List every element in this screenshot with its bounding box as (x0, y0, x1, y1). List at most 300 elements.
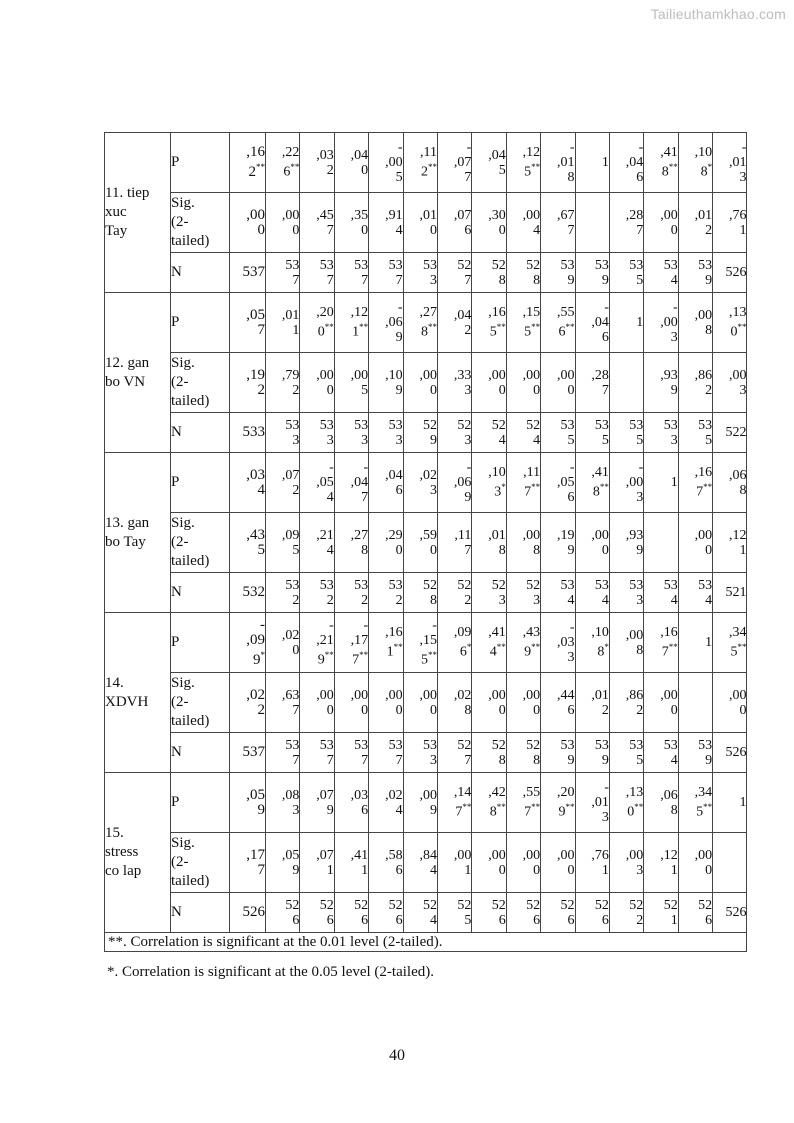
table-cell (437, 893, 471, 933)
cell-value: ,30 0 (488, 207, 506, 238)
footnote-row (105, 933, 747, 952)
cell-value: ,00 0 (281, 207, 300, 238)
cell-value: 52 5 (457, 897, 472, 928)
significance-marker: ** (703, 482, 713, 493)
table-cell (472, 453, 506, 513)
cell-value: ,04 6 (385, 467, 403, 498)
table-cell (437, 193, 471, 253)
table-cell (300, 453, 334, 513)
table-cell (678, 353, 712, 413)
table-cell (403, 293, 437, 353)
cell-value: ,05 9 (281, 847, 300, 878)
cell-value: ,02 8 (453, 687, 472, 718)
table-row (105, 733, 747, 773)
table-cell (472, 353, 506, 413)
significance-marker: ** (427, 162, 437, 173)
table-cell (300, 133, 334, 193)
significance-marker: ** (737, 642, 747, 653)
cell-value: 52 3 (491, 577, 506, 608)
cell-value: ,00 0 (522, 367, 541, 398)
table-row (105, 573, 747, 613)
table-cell (678, 733, 712, 773)
cell-value: ,05 9 (246, 786, 265, 818)
cell-value: ,45 7 (316, 207, 334, 238)
table-cell (541, 253, 575, 293)
variable-name: 11. tiep xuc Tay (105, 133, 171, 293)
table-cell (541, 453, 575, 513)
table-cell (230, 773, 266, 833)
table-cell (334, 673, 368, 733)
cell-value: ,03 4 (246, 466, 265, 498)
table-cell (300, 773, 334, 833)
table-cell (644, 733, 678, 773)
table-cell (609, 353, 643, 413)
statistic-label: Sig. (2- tailed) (171, 673, 230, 733)
cell-value: 52 2 (629, 897, 644, 928)
cell-value: ,02 0 (281, 627, 300, 658)
cell-value: ,28 7 (625, 207, 644, 238)
cell-value: 52 6 (388, 897, 403, 928)
cell-value: ,55 7** (522, 785, 541, 820)
table-cell (230, 193, 266, 253)
cell-value: - ,01 8 (557, 140, 575, 185)
table-cell (541, 733, 575, 773)
table-cell (644, 673, 678, 733)
cell-value: 526 (725, 745, 747, 760)
table-cell (334, 453, 368, 513)
cell-value: ,00 3 (728, 367, 747, 398)
cell-value: 1 (739, 795, 747, 810)
cell-value: 1 (670, 475, 678, 490)
table-cell (541, 413, 575, 453)
table-cell (713, 253, 747, 293)
cell-value: ,86 2 (625, 687, 644, 718)
table-row (105, 253, 747, 293)
table-cell (506, 413, 540, 453)
table-cell (506, 773, 540, 833)
cell-value: 532 (242, 584, 265, 600)
table-cell (369, 253, 403, 293)
cell-value: ,16 2** (246, 144, 265, 180)
significance-marker: ** (531, 162, 541, 173)
table-cell (437, 573, 471, 613)
cell-value: ,16 1** (385, 625, 403, 660)
table-cell (403, 353, 437, 413)
table-cell (575, 573, 609, 613)
significance-marker: ** (359, 649, 369, 660)
table-cell (437, 293, 471, 353)
cell-value: 53 5 (594, 417, 609, 448)
variable-name: 12. gan bo VN (105, 293, 171, 453)
table-cell (506, 193, 540, 253)
table-cell (403, 253, 437, 293)
significance-marker: ** (599, 482, 609, 493)
cell-value: 53 3 (663, 417, 678, 448)
table-cell (609, 773, 643, 833)
table-cell (713, 413, 747, 453)
table-cell (644, 293, 678, 353)
cell-value: ,10 9 (385, 367, 403, 398)
table-cell (334, 253, 368, 293)
table-cell (230, 893, 266, 933)
table-cell (644, 453, 678, 513)
cell-value: ,07 6 (453, 207, 472, 238)
cell-value: 53 3 (422, 257, 437, 288)
table-cell (609, 253, 643, 293)
significance-marker: ** (634, 802, 644, 813)
cell-value: ,00 9 (419, 787, 437, 818)
cell-value: ,00 0 (557, 847, 575, 878)
table-cell (403, 893, 437, 933)
cell-value: 52 8 (526, 257, 541, 288)
table-cell (575, 673, 609, 733)
cell-value: ,19 9 (557, 527, 575, 558)
table-cell (300, 293, 334, 353)
cell-value: 537 (242, 264, 265, 280)
significance-marker: ** (668, 642, 678, 653)
table-cell (334, 193, 368, 253)
table-cell (678, 413, 712, 453)
cell-value: ,00 8 (625, 627, 644, 658)
table-row (105, 133, 747, 193)
footnote-significance-005: *. Correlation is significant at the 0.05 level (2-tailed). (107, 964, 434, 980)
cell-value: 53 7 (319, 257, 334, 288)
cell-value: - ,04 7 (350, 460, 369, 505)
table-cell (230, 293, 266, 353)
table-cell (369, 453, 403, 513)
cell-value: ,58 6 (385, 847, 403, 878)
page-number: 40 (389, 1047, 405, 1064)
cell-value: 522 (725, 425, 747, 440)
cell-value: ,16 7** (660, 625, 678, 660)
cell-value: ,00 8 (694, 307, 713, 338)
significance-marker: ** (496, 642, 506, 653)
table-row (105, 673, 747, 733)
table-cell (300, 253, 334, 293)
cell-value: 53 2 (285, 577, 300, 608)
table-cell (334, 573, 368, 613)
statistic-label: N (171, 573, 230, 613)
table-row (105, 353, 747, 413)
table-cell (541, 833, 575, 893)
table-cell (230, 573, 266, 613)
cell-value: 1 (705, 635, 713, 650)
table-cell (472, 413, 506, 453)
table-cell (300, 733, 334, 773)
cell-value: ,93 9 (660, 367, 678, 398)
table-cell (575, 413, 609, 453)
cell-value: 52 6 (560, 897, 575, 928)
cell-value: 526 (242, 904, 265, 920)
table-cell (713, 573, 747, 613)
significance-marker: * (260, 649, 265, 660)
cell-value: ,00 0 (316, 687, 334, 718)
cell-value: 52 6 (285, 897, 300, 928)
table-cell (609, 513, 643, 573)
table-cell (713, 673, 747, 733)
cell-value: ,00 0 (522, 687, 541, 718)
table-cell (506, 293, 540, 353)
cell-value: ,19 2 (246, 366, 265, 398)
table-cell (403, 453, 437, 513)
significance-marker: ** (324, 649, 334, 660)
table-cell (713, 353, 747, 413)
table-cell (403, 613, 437, 673)
table-cell (437, 833, 471, 893)
cell-value: ,33 3 (453, 367, 472, 398)
table-cell (266, 293, 300, 353)
table-cell (644, 413, 678, 453)
statistic-label: N (171, 253, 230, 293)
cell-value: 52 6 (594, 897, 609, 928)
cell-value: 1 (601, 155, 609, 170)
table-cell (678, 773, 712, 833)
table-cell (713, 453, 747, 513)
cell-value: 53 4 (663, 737, 678, 768)
table-cell (334, 353, 368, 413)
table-cell (266, 673, 300, 733)
table-cell (541, 613, 575, 673)
cell-value: 53 5 (629, 737, 644, 768)
table-cell (575, 253, 609, 293)
table-cell (644, 353, 678, 413)
cell-value: ,00 0 (488, 687, 506, 718)
table-cell (575, 453, 609, 513)
statistic-label: Sig. (2- tailed) (171, 353, 230, 413)
table-cell (437, 253, 471, 293)
cell-value: 52 9 (422, 417, 437, 448)
table-cell (472, 613, 506, 673)
cell-value: 53 3 (319, 417, 334, 448)
table-cell (472, 293, 506, 353)
table-cell (609, 453, 643, 513)
table-cell (369, 193, 403, 253)
table-row (105, 513, 747, 573)
cell-value: 53 5 (560, 417, 575, 448)
statistic-label: N (171, 893, 230, 933)
table-cell (230, 133, 266, 193)
table-row (105, 453, 747, 513)
cell-value: ,22 6** (281, 145, 300, 180)
table-cell (266, 893, 300, 933)
statistic-label: Sig. (2- tailed) (171, 833, 230, 893)
cell-value: 52 4 (491, 417, 506, 448)
table-cell (300, 513, 334, 573)
cell-value: 53 7 (354, 737, 369, 768)
table-cell (334, 733, 368, 773)
table-cell (230, 613, 266, 673)
cell-value: ,00 0 (660, 207, 678, 238)
table-cell (300, 193, 334, 253)
cell-value: ,00 0 (728, 687, 747, 718)
cell-value: - ,03 3 (557, 620, 575, 665)
table-cell (369, 833, 403, 893)
cell-value: ,01 1 (281, 307, 300, 338)
variable-name: 14. XDVH (105, 613, 171, 773)
cell-value: 52 8 (422, 577, 437, 608)
table-cell (678, 573, 712, 613)
table-cell (575, 833, 609, 893)
cell-value: ,00 0 (660, 687, 678, 718)
cell-value: 53 2 (354, 577, 369, 608)
significance-marker: ** (427, 322, 437, 333)
table-cell (644, 193, 678, 253)
table-cell (678, 133, 712, 193)
table-cell (230, 673, 266, 733)
cell-value: ,00 0 (350, 687, 369, 718)
cell-value: 53 4 (663, 257, 678, 288)
table-cell (300, 353, 334, 413)
table-cell (609, 613, 643, 673)
table-cell (506, 253, 540, 293)
significance-marker: ** (703, 802, 713, 813)
table-cell (506, 673, 540, 733)
cell-value: ,03 2 (316, 147, 334, 178)
cell-value: 52 8 (491, 257, 506, 288)
cell-value: 52 3 (457, 417, 472, 448)
cell-value: 52 6 (698, 897, 713, 928)
table-cell (609, 193, 643, 253)
cell-value: 53 9 (594, 737, 609, 768)
table-cell (575, 193, 609, 253)
cell-value: ,07 2 (281, 467, 300, 498)
cell-value: ,41 8** (591, 465, 609, 500)
table-cell (230, 413, 266, 453)
cell-value: ,16 7** (694, 465, 713, 500)
table-cell (472, 253, 506, 293)
table-cell (644, 833, 678, 893)
cell-value: 53 7 (354, 257, 369, 288)
cell-value: 52 8 (491, 737, 506, 768)
table-cell (403, 673, 437, 733)
table-cell (575, 613, 609, 673)
cell-value: 53 3 (422, 737, 437, 768)
table-cell (541, 293, 575, 353)
table-cell (403, 193, 437, 253)
table-cell (472, 573, 506, 613)
table-cell (334, 773, 368, 833)
table-cell (300, 673, 334, 733)
table-cell (472, 673, 506, 733)
statistic-label: N (171, 413, 230, 453)
table-cell (369, 613, 403, 673)
statistic-label: P (171, 133, 230, 193)
cell-value: 52 1 (663, 897, 678, 928)
table-cell (334, 133, 368, 193)
statistic-label: P (171, 453, 230, 513)
cell-value: 52 6 (526, 897, 541, 928)
cell-value: ,20 9** (557, 785, 575, 820)
cell-value: ,86 2 (694, 367, 713, 398)
table-cell (472, 893, 506, 933)
table-cell (678, 613, 712, 673)
table-cell (266, 513, 300, 573)
cell-value: ,34 5** (728, 625, 747, 660)
table-cell (266, 613, 300, 673)
cell-value: 53 9 (560, 257, 575, 288)
cell-value: ,93 9 (625, 527, 644, 558)
table-cell (575, 893, 609, 933)
table-cell (230, 253, 266, 293)
table-cell (369, 773, 403, 833)
cell-value: ,00 0 (522, 847, 541, 878)
cell-value: 53 3 (629, 577, 644, 608)
statistic-label: Sig. (2- tailed) (171, 193, 230, 253)
cell-value: 53 4 (663, 577, 678, 608)
table-cell (369, 733, 403, 773)
table-cell (506, 613, 540, 673)
cell-value: 53 7 (388, 737, 403, 768)
table-cell (369, 513, 403, 573)
cell-value: - ,06 9 (385, 300, 403, 345)
significance-marker: * (466, 642, 472, 653)
table-cell (644, 773, 678, 833)
table-cell (369, 573, 403, 613)
cell-value: ,11 7 (454, 527, 472, 558)
table-cell (678, 293, 712, 353)
table-cell (334, 833, 368, 893)
cell-value: 53 4 (594, 577, 609, 608)
table-cell (300, 613, 334, 673)
table-cell (609, 673, 643, 733)
cell-value: ,55 6** (557, 305, 575, 340)
table-cell (609, 573, 643, 613)
cell-value: ,07 1 (316, 847, 334, 878)
cell-value: - ,04 6 (591, 300, 609, 345)
cell-value: ,04 2 (453, 307, 472, 338)
table-cell (230, 733, 266, 773)
table-cell (541, 133, 575, 193)
cell-value: - ,21 9** (316, 617, 334, 668)
table-cell (437, 613, 471, 673)
significance-marker: ** (290, 162, 300, 173)
table-cell (506, 453, 540, 513)
table-row (105, 833, 747, 893)
cell-value: ,10 3* (488, 465, 506, 500)
cell-value: ,00 0 (316, 367, 334, 398)
cell-value: ,34 5** (694, 785, 713, 820)
correlation-table-body (105, 133, 747, 952)
significance-marker: ** (531, 642, 541, 653)
table-cell (541, 893, 575, 933)
cell-value: ,10 8* (694, 145, 713, 180)
cell-value: ,79 2 (281, 367, 300, 398)
watermark: Tailieuthamkhao.com (650, 6, 786, 22)
table-cell (437, 733, 471, 773)
table-cell (506, 133, 540, 193)
table-row (105, 773, 747, 833)
cell-value: 53 5 (629, 257, 644, 288)
cell-value: ,12 1 (660, 847, 678, 878)
table-cell (713, 773, 747, 833)
table-cell (300, 413, 334, 453)
table-cell (437, 133, 471, 193)
table-cell (266, 253, 300, 293)
table-cell (369, 893, 403, 933)
table-cell (230, 453, 266, 513)
cell-value: 53 5 (629, 417, 644, 448)
table-cell (609, 293, 643, 353)
table-cell (437, 413, 471, 453)
significance-marker: ** (565, 802, 575, 813)
table-cell (472, 133, 506, 193)
cell-value: ,09 6* (453, 625, 472, 660)
cell-value: - ,01 3 (591, 780, 609, 825)
table-cell (403, 733, 437, 773)
table-cell (609, 833, 643, 893)
cell-value: ,21 4 (316, 527, 334, 558)
table-cell (506, 353, 540, 413)
